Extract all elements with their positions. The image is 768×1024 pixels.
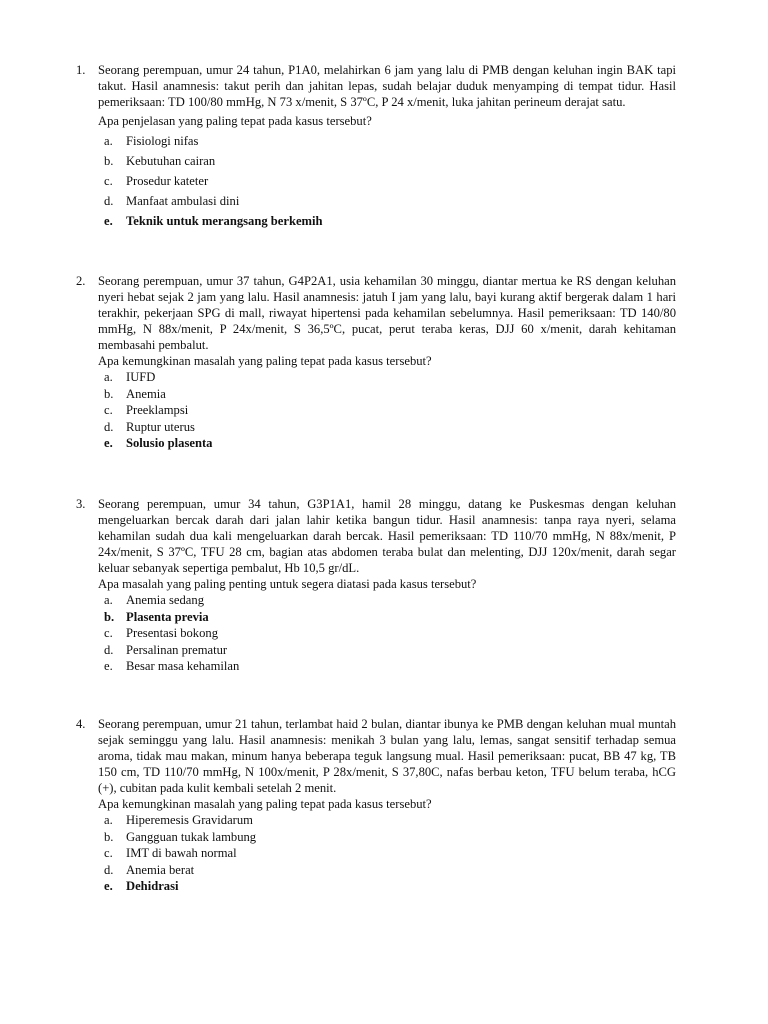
option-d <box>76 419 676 436</box>
option-text: Anemia berat <box>126 862 195 877</box>
question-prompt: Apa kemungkinan masalah yang paling tepat pada kasus tersebut? <box>98 797 432 811</box>
option-letter: a. <box>104 134 113 148</box>
answer-options <box>76 592 676 675</box>
option-text: Gangguan tukak lambung <box>126 829 257 844</box>
question-4 <box>76 716 676 895</box>
option-text: Plasenta previa <box>126 609 209 624</box>
question-stem <box>76 716 676 796</box>
option-b <box>76 386 676 403</box>
question-3 <box>76 496 676 675</box>
question-stem <box>76 62 676 110</box>
question-stem <box>76 496 676 576</box>
question-prompt: Apa kemungkinan masalah yang paling tepat pada kasus tersebut? <box>98 354 432 368</box>
option-text: IUFD <box>126 370 156 384</box>
option-b <box>76 151 676 171</box>
option-text: IMT di bawah normal <box>126 846 237 860</box>
option-c <box>76 845 676 862</box>
question-number: 1. <box>76 63 86 77</box>
option-c <box>76 402 676 419</box>
option-a <box>76 812 676 829</box>
option-text: Kebutuhan cairan <box>126 154 216 168</box>
option-text: Hiperemesis Gravidarum <box>126 813 253 827</box>
answer-options <box>76 131 676 231</box>
question-number: 2. <box>76 274 86 288</box>
question-number: 4. <box>76 717 86 731</box>
option-letter: e. <box>104 659 113 673</box>
option-letter: d. <box>104 419 114 434</box>
question-number: 3. <box>76 497 86 511</box>
option-letter: e. <box>104 436 113 450</box>
question-prompt: Apa penjelasan yang paling tepat pada kasus tersebut? <box>98 114 372 128</box>
option-letter: c. <box>104 403 113 417</box>
option-d <box>76 191 676 211</box>
option-text: Besar masa kehamilan <box>126 659 240 673</box>
option-e-correct <box>76 435 676 452</box>
option-text: Prosedur kateter <box>126 174 209 188</box>
option-letter: e. <box>104 879 113 893</box>
question-text: Seorang perempuan, umur 37 tahun, G4P2A1, usia kehamilan 30 minggu, diantar mertua ke RS dengan keluhan nyeri hebat sejak 2 jam yang lalu. Hasil anamnesis: jatuh I jam yang lalu, bayi kurang aktif bergerak dalam 1 hari terakhir, pekerjaan SPG di mall, riwayat hipertensi pada kehamilan sebelumnya. Hasil pemeriksaan: TD 140/80 mmHg, N 88x/menit, P 24x/menit, S 36,5ºC, pucat, perut teraba keras, DJJ 60 x/menit, darah kehitaman membasahi pembalut. <box>98 274 676 352</box>
option-letter: b. <box>104 829 114 844</box>
option-text: Dehidrasi <box>126 879 179 893</box>
option-letter: a. <box>104 813 113 827</box>
option-letter: a. <box>104 593 113 607</box>
option-text: Fisiologi nifas <box>126 134 199 148</box>
question-text: Seorang perempuan, umur 34 tahun, G3P1A1, hamil 28 minggu, datang ke Puskesmas dengan keluhan mengeluarkan bercak darah dari jalan lahir ketika bangun tidur. Hasil anamnesis: tanpa raya nyeri, selama kehamilan sudah dua kali mengeluarkan darah bercak. Hasil pemeriksaan: TD 110/70 mmHg, N 88x/menit, P 24x/menit, S 37ºC, TFU 28 cm, bagian atas abdomen teraba bulat dan melenting, DJJ 120x/menit, darah segar keluar sebanyak sepertiga pembalut, Hb 10,5 gr/dL. <box>98 497 676 575</box>
option-letter: e. <box>104 214 113 228</box>
question-1 <box>76 62 676 231</box>
option-letter: d. <box>104 862 114 877</box>
option-text: Anemia sedang <box>126 593 204 607</box>
question-text: Seorang perempuan, umur 21 tahun, terlambat haid 2 bulan, diantar ibunya ke PMB dengan keluhan mual muntah sejak seminggu yang lalu. Hasil anamnesis: menikah 3 bulan yang lalu, lemas, sangat sensitif terhadap semua aroma, tidak mau makan, minum hanya beberapa teguk langsung mual. Hasil pemeriksaan: pucat, BB 47 kg, TB 150 cm, TD 110/70 mmHg, N 100x/menit, P 28x/menit, S 37,80C, nafas berbau keton, TFU belum teraba, hCG (+), cubitan pada kulit kembali setelah 2 menit. <box>98 717 676 795</box>
answer-options <box>76 812 676 895</box>
option-letter: b. <box>104 154 114 168</box>
option-text: Presentasi bokong <box>126 626 218 640</box>
question-text: Seorang perempuan, umur 24 tahun, P1A0, melahirkan 6 jam yang lalu di PMB dengan keluhan ingin BAK tapi takut. Hasil anamnesis: takut perih dan jahitan lepas, sudah belajar duduk menyamping di tempat tidur. Hasil pemeriksaan: TD 100/80 mmHg, N 73 x/menit, S 37ºC, P 24 x/menit, luka jahitan perineum derajat satu. <box>98 63 676 109</box>
option-b <box>76 829 676 846</box>
option-e <box>76 658 676 675</box>
option-b-correct <box>76 609 676 626</box>
question-2 <box>76 273 676 452</box>
option-letter: c. <box>104 626 113 640</box>
option-a <box>76 369 676 386</box>
option-c <box>76 625 676 642</box>
option-letter: d. <box>104 194 114 208</box>
option-text: Solusio plasenta <box>126 436 213 450</box>
option-d <box>76 862 676 879</box>
question-stem <box>76 273 676 353</box>
question-prompt: Apa masalah yang paling penting untuk segera diatasi pada kasus tersebut? <box>98 577 477 591</box>
option-a <box>76 131 676 151</box>
option-text: Ruptur uterus <box>126 419 195 434</box>
answer-options <box>76 369 676 452</box>
option-letter: c. <box>104 846 113 860</box>
option-letter: c. <box>104 174 113 188</box>
option-text: Persalinan prematur <box>126 642 228 657</box>
option-letter: b. <box>104 386 114 401</box>
option-a <box>76 592 676 609</box>
option-letter: d. <box>104 642 114 657</box>
option-letter: b. <box>104 609 115 624</box>
option-letter: a. <box>104 370 113 384</box>
option-d <box>76 642 676 659</box>
option-c <box>76 171 676 191</box>
option-e-correct <box>76 878 676 895</box>
option-text: Preeklampsi <box>126 403 189 417</box>
option-text: Teknik untuk merangsang berkemih <box>126 214 323 228</box>
option-e-correct <box>76 211 676 231</box>
option-text: Anemia <box>126 386 166 401</box>
option-text: Manfaat ambulasi dini <box>126 194 240 208</box>
